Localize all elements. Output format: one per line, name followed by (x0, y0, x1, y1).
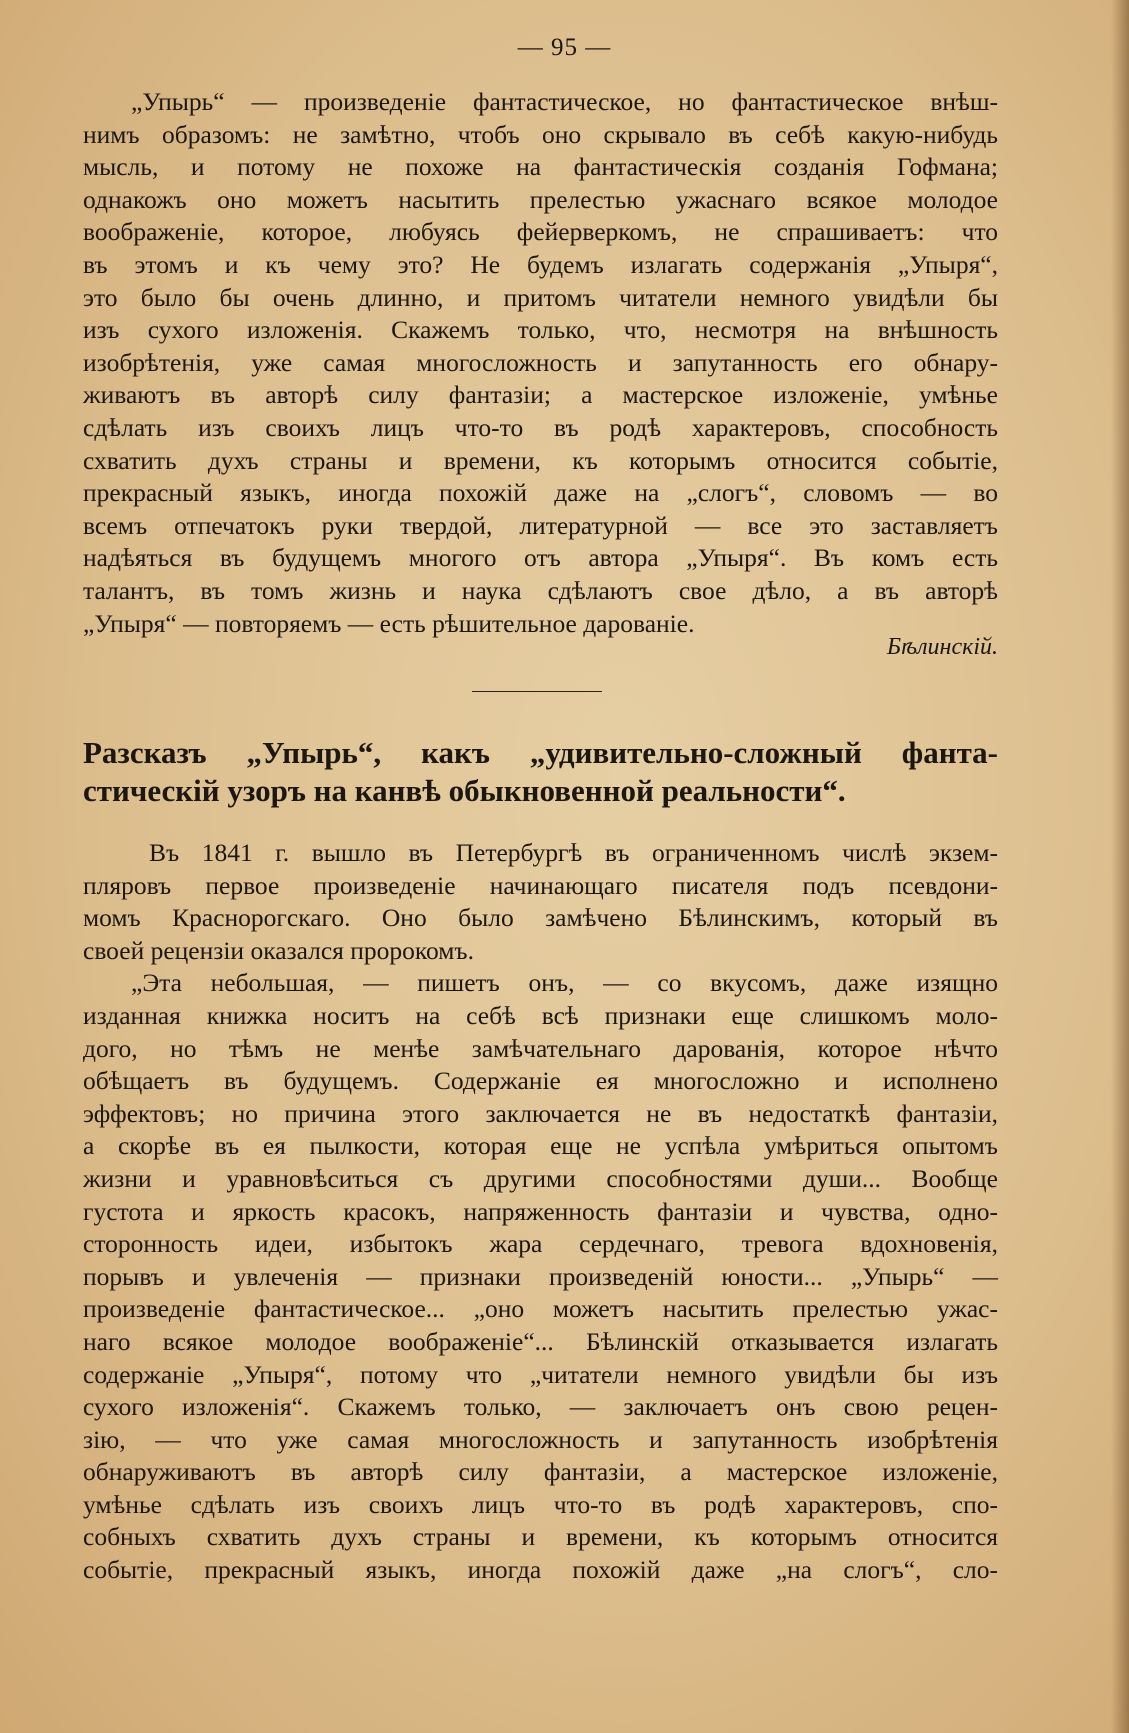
body-line: зію, — что уже самая многосложность и запутанность изобрѣтенія (83, 1424, 998, 1454)
belinsky-quote (83, 86, 998, 640)
body-line: сторонность идеи, избытокъ жара сердечнаго, тревога вдохновенія, (83, 1229, 998, 1259)
body-line: произведеніе фантастическое... „оно можетъ насытить прелестью ужас- (83, 1294, 998, 1324)
body-line: эффектовъ; но причина этого заключается не въ недостаткѣ фантазіи, (83, 1098, 998, 1128)
body-line: собныхъ схватить духъ страны и времени, къ которымъ относится (83, 1522, 998, 1552)
body-line: а скорѣе въ ея пылкости, которая еще не успѣла умѣриться опытомъ (83, 1131, 998, 1161)
body-line: умѣнье сдѣлать изъ своихъ лицъ что-то въ родѣ характеровъ, спо- (83, 1489, 998, 1519)
quote-signature: Бѣлинскій. (886, 634, 998, 660)
quote-line: прекрасный языкъ, иногда похожій даже на „слогъ“, словомъ — во (83, 478, 998, 508)
quote-line: схватить духъ страны и времени, къ которымъ относится событіе, (83, 445, 998, 475)
quote-line: это было бы очень длинно, и притомъ читатели немного увидѣли бы (83, 282, 998, 312)
body-line: событіе, прекрасный языкъ, иногда похожій даже „на слогъ“, сло- (83, 1555, 998, 1585)
body-line: жизни и уравновѣситься съ другими способностями души... Вообще (83, 1163, 998, 1193)
quote-line: воображеніе, которое, любуясь фейерверкомъ, не спрашиваетъ: что (83, 217, 998, 247)
quote-line: надѣяться въ будущемъ многого отъ автора „Упыря“. Въ комъ есть (83, 543, 998, 573)
quote-line: живаютъ въ авторѣ силу фантазіи; а мастерское изложеніе, умѣнье (83, 380, 998, 410)
section-divider (472, 691, 602, 692)
quote-line: всемъ отпечатокъ руки твердой, литературной — все это заставляетъ (83, 510, 998, 540)
quote-line: въ этомъ и къ чему это? Не будемъ излагать содержанія „Упыря“, (83, 249, 998, 279)
body-line: Въ 1841 г. вышло въ Петербургѣ въ ограниченномъ числѣ экзем- (149, 838, 998, 867)
body-text (83, 837, 998, 1587)
body-line: наго всякое молодое воображеніе“... Бѣлинскій отказывается излагать (83, 1326, 998, 1356)
heading-line: Разсказъ „Упырь“, какъ „удивительно-сложный фанта- (83, 735, 998, 770)
body-line: порывъ и увлеченія — признаки произведеній юности... „Упырь“ — (83, 1261, 998, 1291)
page-gutter-shadow (1111, 0, 1129, 1733)
body-line: „Эта небольшая, — пишетъ онъ, — со вкусомъ, даже изящно (131, 968, 998, 998)
body-line: обнаруживаютъ въ авторѣ силу фантазіи, а мастерское изложеніе, (83, 1457, 998, 1487)
body-line: густота и яркость красокъ, напряженность фантазіи и чувства, одно- (83, 1196, 998, 1226)
heading-line: стическій узоръ на канвѣ обыкновенной реальности“. (83, 773, 846, 808)
quote-line: однакожъ оно можетъ насытить прелестью ужаснаго всякое молодое (83, 184, 998, 214)
quote-line: талантъ, въ томъ жизнь и наука сдѣлаютъ свое дѣло, а въ авторѣ (83, 575, 998, 605)
body-line: изданная книжка носитъ на себѣ всѣ признаки еще слишкомъ моло- (83, 1000, 998, 1030)
body-line: дого, но тѣмъ не менѣе замѣчательнаго дарованія, которое нѣчто (83, 1033, 998, 1063)
body-line: содержаніе „Упыря“, потому что „читатели немного увидѣли бы изъ (83, 1359, 998, 1389)
page-number: — 95 — (517, 34, 612, 61)
body-line: сухого изложенія“. Скажемъ только, — заключаетъ онъ свою рецен- (83, 1392, 998, 1422)
quote-line: „Упыря“ — повторяемъ — есть рѣшительное дарованіе. (83, 608, 695, 638)
quote-line: „Упырь“ — произведеніе фантастическое, но фантастическое внѣш- (131, 87, 998, 116)
body-line: обѣщаетъ въ будущемъ. Содержаніе ея многосложно и исполнено (83, 1066, 998, 1096)
body-line: пляровъ первое произведеніе начинающаго писателя подъ псевдони- (83, 870, 998, 900)
quote-line: сдѣлать изъ своихъ лицъ что-то въ родѣ характеровъ, способность (83, 412, 998, 442)
quote-line: нимъ образомъ: не замѣтно, чтобъ оно скрывало въ себѣ какую-нибудь (83, 119, 998, 149)
quote-line: изобрѣтенія, уже самая многосложность и запутанность его обнару- (83, 347, 998, 377)
body-line: момъ Краснорогскаго. Оно было замѣчено Бѣлинскимъ, который въ (83, 903, 998, 933)
section-heading (83, 734, 998, 810)
quote-line: мысль, и потому не похоже на фантастическія созданія Гофмана; (83, 152, 998, 182)
quote-line: изъ сухого изложенія. Скажемъ только, что, несмотря на внѣшность (83, 315, 998, 345)
body-line: своей рецензіи оказался пророкомъ. (83, 935, 474, 965)
